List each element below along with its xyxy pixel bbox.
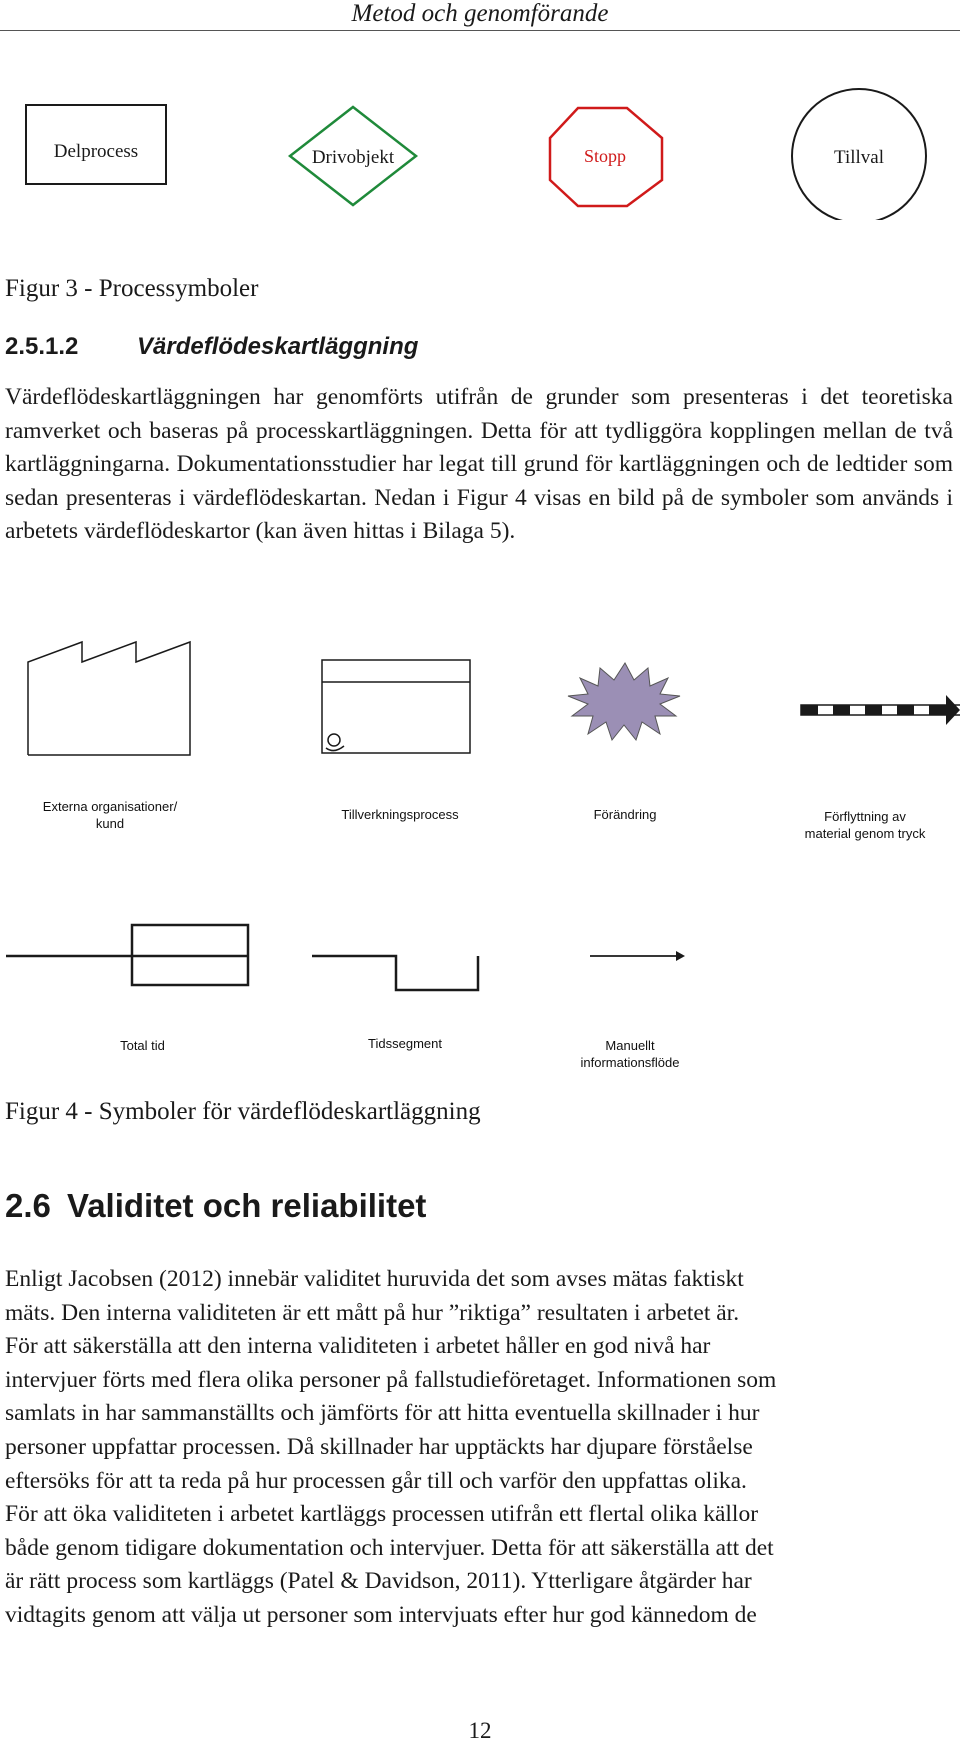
- tillval-label: Tillval: [834, 147, 884, 168]
- section-title: Validitet och reliabilitet: [67, 1187, 427, 1224]
- label-line: Manuellt: [605, 1038, 655, 1053]
- section-title: Värdeflödeskartläggning: [137, 333, 419, 360]
- figure4-vsm-symbols: [0, 630, 960, 1080]
- figure4-caption: Figur 4 - Symboler för värdeflödeskartläggning: [5, 1098, 481, 1125]
- running-header: Metod och genomförande: [351, 0, 609, 27]
- label-line: Tillverkningsprocess: [341, 807, 459, 822]
- paragraph-validitet: [5, 1263, 953, 1633]
- text-line: personer uppfattar processen. Då skillnader har upptäckts har djupare förståelse: [5, 1433, 753, 1460]
- header-divider: [0, 30, 960, 31]
- drivobjekt-symbol: [290, 107, 416, 205]
- push-arrow-icon: [801, 695, 960, 725]
- text-line: vidtagits genom att välja ut personer som intervjuats efter hur god kännedom de: [5, 1601, 757, 1628]
- label-line: informationsflöde: [580, 1055, 680, 1070]
- text-line: är rätt process som kartläggs (Patel & Davidson, 2011). Ytterligare åtgärder har: [5, 1568, 752, 1595]
- figure3-process-symbols: [0, 80, 960, 220]
- section-heading-2-5-1-2: [5, 333, 418, 361]
- text-line: samlats in har sammanställts och jämförts för att hitta eventuella skillnader i hur: [5, 1400, 760, 1427]
- symbol-label-push: [780, 808, 950, 842]
- text-line: intervjuer förts med flera olika personer på fallstudieföretaget. Informationen som: [5, 1366, 777, 1393]
- section-heading-2-6: [5, 1187, 426, 1225]
- text-line: mäts. Den interna validiteten är ett mått på hur ”riktiga” resultaten i arbetet är.: [5, 1299, 740, 1326]
- label-line: Total tid: [120, 1038, 165, 1053]
- label-line: Förändring: [593, 807, 657, 822]
- section-number: 2.6: [5, 1187, 51, 1224]
- tillval-symbol: [792, 89, 926, 220]
- label-line: material genom tryck: [804, 826, 926, 841]
- drivobjekt-label: Drivobjekt: [311, 147, 395, 168]
- factory-icon: [28, 642, 190, 755]
- label-line: kund: [95, 816, 125, 831]
- text-line: För att öka validiteten i arbetet kartläggs processen utifrån ett flertal olika källor: [5, 1501, 759, 1528]
- label-line: Tidssegment: [368, 1036, 442, 1051]
- time-segment-icon: [312, 956, 478, 990]
- symbol-label-total-time: [95, 1037, 190, 1054]
- symbol-label-change: [565, 806, 685, 823]
- symbol-label-manufacturing: [320, 806, 480, 823]
- delprocess-label: Delprocess: [53, 141, 139, 162]
- text-line: Enligt Jacobsen (2012) innebär validitet huruvida det som avses mätas faktiskt: [5, 1266, 744, 1292]
- label-line: Förflyttning av: [824, 809, 906, 824]
- symbol-label-time-segment: [350, 1035, 460, 1052]
- symbol-label-manual-info: [555, 1037, 705, 1071]
- text-line: För att säkerställa att den interna validiteten i arbetet håller en god nivå har: [5, 1333, 711, 1360]
- symbol-label-external-org: [20, 798, 200, 832]
- figure3-caption: Figur 3 - Processymboler: [5, 275, 259, 302]
- manual-info-arrow-icon: [590, 951, 685, 961]
- text-line: både genom tidigare dokumentation och intervjuer. Detta för att säkerställa att det: [5, 1534, 774, 1561]
- label-line: Externa organisationer/: [42, 799, 178, 814]
- paragraph-vardeflode: Värdeflödeskartläggningen har genomförts utifrån de grunder som presenteras i det teoretiska ramverket och baseras på processkartläggningen. Detta för att tydliggöra kopplingen mellan de två kartläggningarna. Dokumentationsstudier har legat till grund för kartläggningen och de ledtider som sedan presenteras i värdeflödeskartan. Nedan i Figur 4 visas en bild på de symboler som används i arbetets värdeflödeskartor (kan även hittas i Bilaga 5).: [5, 384, 953, 545]
- stopp-label: Stopp: [583, 146, 627, 166]
- kaizen-burst-icon: [568, 663, 680, 740]
- page-number: 12: [468, 1718, 492, 1743]
- text-line: eftersöks för att ta reda på hur processen går till och varför den uppfattas olika.: [5, 1467, 747, 1494]
- process-box-icon: [322, 660, 470, 753]
- section-number: 2.5.1.2: [5, 333, 79, 360]
- stopp-symbol: [550, 108, 662, 206]
- total-time-icon: [6, 925, 248, 985]
- delprocess-symbol: [26, 105, 166, 184]
